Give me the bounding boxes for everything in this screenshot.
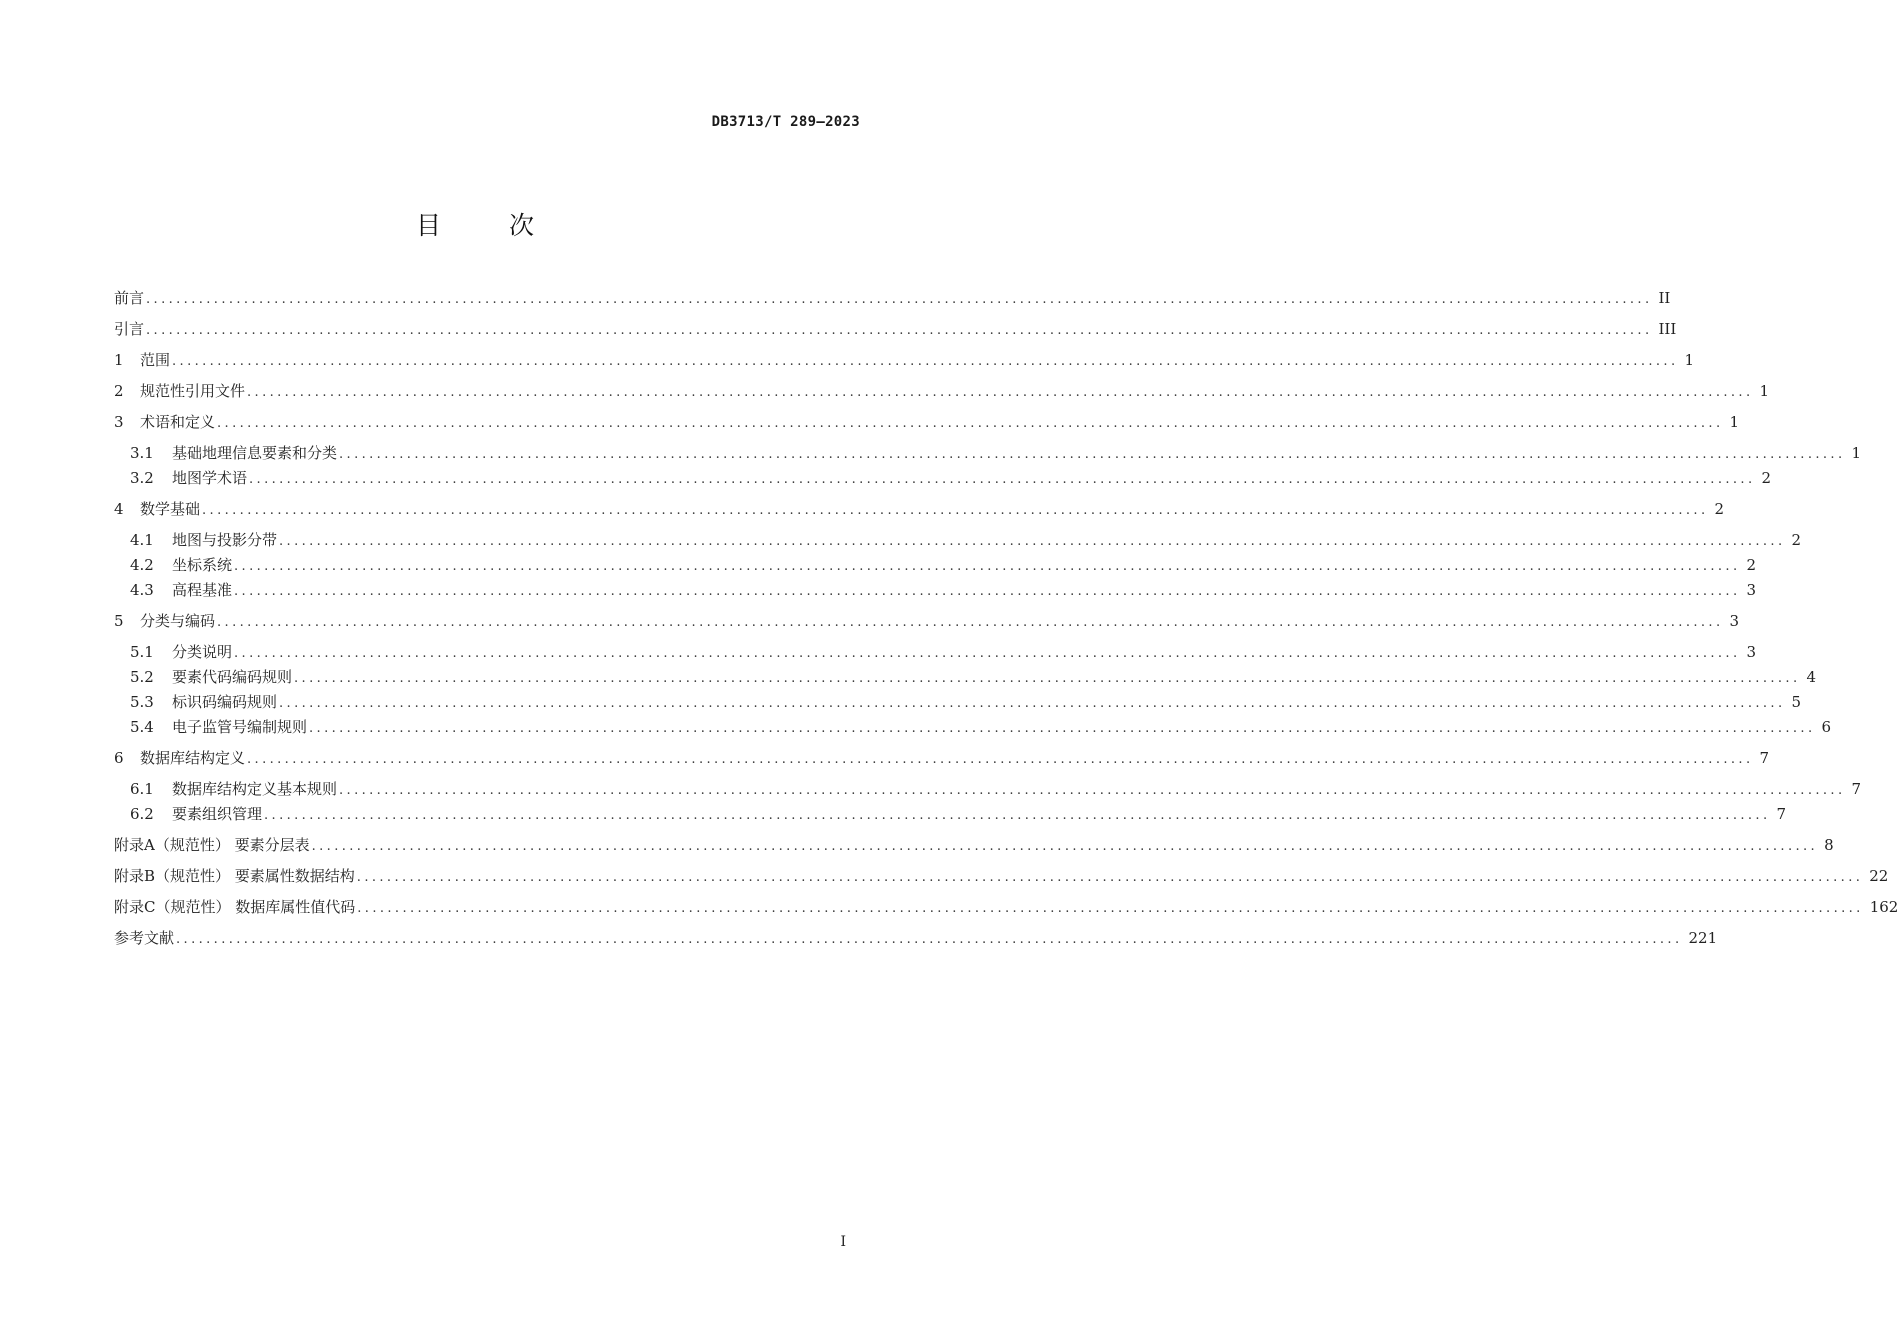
toc-entry-title: 地图与投影分带 — [172, 531, 278, 549]
toc-entry[interactable] — [114, 834, 1834, 856]
dot-leader: ........................................................................................................................................................................................................ — [339, 447, 1846, 462]
page-number: I — [840, 1234, 846, 1250]
toc-entry-page: 1 — [1851, 444, 1862, 462]
toc-entry-page: III — [1658, 320, 1677, 338]
toc-entry-number: 5.2 — [130, 668, 154, 686]
toc-subentry[interactable] — [130, 442, 1862, 464]
toc-entry-title: 电子监管号编制规则 — [172, 718, 308, 736]
toc-entry-title: 参考文献 — [114, 929, 175, 947]
toc-entry-number: 3.2 — [130, 469, 154, 487]
toc-entry[interactable] — [114, 865, 1889, 887]
toc-entry-page: 22 — [1869, 867, 1889, 885]
dot-leader: ........................................................................................................................................................................................................ — [311, 839, 1819, 854]
toc-entry-page: 7 — [1776, 805, 1787, 823]
toc-entry-title: 地图学术语 — [172, 469, 248, 487]
toc-subentry[interactable] — [130, 691, 1802, 713]
toc-entry-number: 4.2 — [130, 556, 154, 574]
toc-entry-title: 要素代码编码规则 — [172, 668, 293, 686]
toc-subentry[interactable] — [130, 803, 1787, 825]
dot-leader: ........................................................................................................................................................................................................ — [234, 584, 1741, 599]
dot-leader: ........................................................................................................................................................................................................ — [247, 752, 1754, 767]
toc-entry-number: 2 — [114, 382, 124, 400]
toc-entry-number: 4 — [114, 500, 124, 518]
dot-leader: ........................................................................................................................................................................................................ — [356, 870, 1864, 885]
toc-entry-title: 附录B（规范性） 要素属性数据结构 — [114, 867, 355, 885]
dot-leader: ........................................................................................................................................................................................................ — [279, 534, 1786, 549]
toc-entry-page: 1 — [1759, 382, 1770, 400]
toc-entry[interactable] — [114, 610, 1740, 632]
dot-leader: ........................................................................................................................................................................................................ — [339, 783, 1846, 798]
toc-entry-number: 5 — [114, 612, 124, 630]
toc-entry-title: 分类说明 — [172, 643, 233, 661]
toc-entry[interactable] — [114, 287, 1671, 309]
toc-entry-page: 2 — [1791, 531, 1802, 549]
toc-entry-page: 3 — [1746, 643, 1757, 661]
toc-entry-page: 4 — [1806, 668, 1817, 686]
toc-subentry[interactable] — [130, 529, 1802, 551]
toc-entry-page: 7 — [1851, 780, 1862, 798]
dot-leader: ........................................................................................................................................................................................................ — [264, 808, 1771, 823]
dot-leader: ........................................................................................................................................................................................................ — [294, 671, 1801, 686]
toc-entry-title: 附录C（规范性） 数据库属性值代码 — [114, 898, 356, 916]
toc-entry-number: 1 — [114, 351, 124, 369]
dot-leader: ........................................................................................................................................................................................................ — [217, 416, 1724, 431]
toc-entry-number: 5.1 — [130, 643, 154, 661]
dot-leader: ........................................................................................................................................................................................................ — [202, 503, 1709, 518]
toc-subentry[interactable] — [130, 641, 1757, 663]
toc-entry-title: 要素组织管理 — [172, 805, 263, 823]
dot-leader: ........................................................................................................................................................................................................ — [234, 646, 1741, 661]
dot-leader: ........................................................................................................................................................................................................ — [279, 696, 1786, 711]
toc-entry-page: 2 — [1746, 556, 1757, 574]
toc-entry[interactable] — [114, 411, 1740, 433]
toc-entry-number: 5.3 — [130, 693, 154, 711]
toc-entry-title: 高程基准 — [172, 581, 233, 599]
toc-entry-title: 附录A（规范性） 要素分层表 — [114, 836, 310, 854]
toc-entry[interactable] — [114, 927, 1718, 949]
toc-entry-title: 分类与编码 — [140, 612, 216, 630]
toc-entry-title: 数学基础 — [140, 500, 201, 518]
toc-subentry[interactable] — [130, 467, 1772, 489]
dot-leader: ........................................................................................................................................................................................................ — [217, 615, 1724, 630]
toc-entry-page: 7 — [1759, 749, 1770, 767]
toc-entry[interactable] — [114, 380, 1770, 402]
toc-entry-title: 范围 — [140, 351, 171, 369]
page-title: 目 次 — [416, 211, 564, 240]
toc-entry-page: 5 — [1791, 693, 1802, 711]
toc-subentry[interactable] — [130, 554, 1757, 576]
toc-entry-title: 术语和定义 — [140, 413, 216, 431]
toc-entry-page: 1 — [1684, 351, 1695, 369]
toc-entry-page: 2 — [1761, 469, 1772, 487]
dot-leader: ........................................................................................................................................................................................................ — [247, 385, 1754, 400]
toc-entry-page: 1 — [1729, 413, 1740, 431]
toc-entry-title: 坐标系统 — [172, 556, 233, 574]
dot-leader: ........................................................................................................................................................................................................ — [176, 932, 1683, 947]
dot-leader: ........................................................................................................................................................................................................ — [309, 721, 1816, 736]
dot-leader: ........................................................................................................................................................................................................ — [249, 472, 1756, 487]
toc-entry-title: 标识码编码规则 — [172, 693, 278, 711]
toc-subentry[interactable] — [130, 666, 1817, 688]
toc-entry[interactable] — [114, 318, 1677, 340]
toc-entry[interactable] — [114, 896, 1898, 918]
toc-entry-title: 数据库结构定义 — [140, 749, 246, 767]
toc-entry-title: 规范性引用文件 — [140, 382, 246, 400]
toc-entry-page: 6 — [1821, 718, 1832, 736]
toc-entry-title: 引言 — [114, 320, 145, 338]
dot-leader: ........................................................................................................................................................................................................ — [172, 354, 1679, 369]
toc-entry-title: 前言 — [114, 289, 145, 307]
toc-entry-page: 221 — [1688, 929, 1718, 947]
document-code: DB3713/T 289—2023 — [711, 114, 860, 130]
dot-leader: ........................................................................................................................................................................................................ — [146, 323, 1653, 338]
toc-entry-number: 4.1 — [130, 531, 154, 549]
toc-entry-page: 3 — [1729, 612, 1740, 630]
dot-leader: ........................................................................................................................................................................................................ — [357, 901, 1864, 916]
toc-subentry[interactable] — [130, 716, 1832, 738]
toc-entry-page: II — [1658, 289, 1671, 307]
dot-leader: ........................................................................................................................................................................................................ — [234, 559, 1741, 574]
toc-entry[interactable] — [114, 747, 1770, 769]
toc-subentry[interactable] — [130, 778, 1862, 800]
toc-entry-number: 3 — [114, 413, 124, 431]
toc-entry-number: 5.4 — [130, 718, 154, 736]
toc-entry-number: 4.3 — [130, 581, 154, 599]
toc-entry-title: 基础地理信息要素和分类 — [172, 444, 338, 462]
toc-entry-page: 3 — [1746, 581, 1757, 599]
toc-subentry[interactable] — [130, 579, 1757, 601]
toc-entry-page: 2 — [1714, 500, 1725, 518]
toc-entry-page: 162 — [1869, 898, 1898, 916]
toc-entry-page: 8 — [1824, 836, 1834, 854]
dot-leader: ........................................................................................................................................................................................................ — [146, 292, 1653, 307]
toc-entry-number: 6.1 — [130, 780, 154, 798]
toc-entry-number: 3.1 — [130, 444, 154, 462]
toc-entry[interactable] — [114, 349, 1695, 371]
toc-entry[interactable] — [114, 498, 1725, 520]
toc-entry-number: 6 — [114, 749, 124, 767]
toc-entry-title: 数据库结构定义基本规则 — [172, 780, 338, 798]
toc-entry-number: 6.2 — [130, 805, 154, 823]
